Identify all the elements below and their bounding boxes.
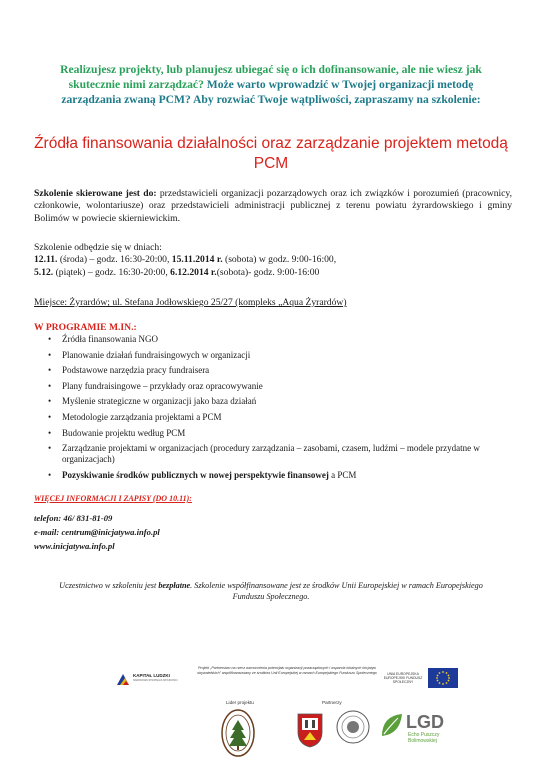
schedule-line-1: [34, 254, 512, 266]
date-3: 5.12.: [34, 266, 54, 278]
partner-coat-of-arms-icon: [296, 710, 324, 748]
footer-logo-band: [96, 666, 476, 694]
note-bold: bezpłatne: [158, 581, 191, 590]
program-item: • Budowanie projektu według PCM: [34, 428, 504, 439]
program-item: • Planowanie działań fundraisingowych w organizacji: [34, 350, 504, 361]
program-heading: W PROGRAMIE M.IN.:: [34, 322, 137, 333]
time-3: (piątek) – godz. 16:30-20:00,: [53, 266, 171, 278]
email-text: e-mail: centrum@inicjatywa.info.pl: [34, 527, 160, 537]
info-heading: WIĘCEJ INFORMACJI I ZAPISY (DO 10.11):: [34, 494, 192, 503]
partner-badge-icon: [336, 710, 370, 744]
page-title: Źródła finansowania działalności oraz zarządzanie projektem metodą PCM: [34, 135, 508, 172]
date-4: 6.12.2014 r.: [170, 266, 217, 278]
contact-block: [34, 511, 160, 553]
program-item: [34, 470, 504, 481]
program-item: • Podstawowe narzędzia pracy fundraisera: [34, 365, 504, 376]
program-list: [34, 334, 504, 485]
eu-text: UNIA EUROPEJSKA EUROPEJSKI FUNDUSZ SPOŁECZNY: [383, 672, 423, 685]
lgd-subtitle: Echo Puszczy Bolimowskiej: [408, 732, 440, 744]
kapital-ludzki-logo: [116, 670, 180, 688]
place-line: Miejsce: Żyrardów; ul. Stefana Jodłowskiego 25/27 (kompleks „Aqua Żyrardów): [34, 297, 347, 308]
kapital-ludzki-title: KAPITAŁ LUDZKI: [133, 673, 170, 678]
program-item-bold: Pozyskiwanie środków publicznych w nowej perspektywie finansowej: [62, 469, 329, 480]
lgd-logo-text: LGD: [406, 712, 444, 732]
program-item: • Źródła finansowania NGO: [34, 334, 504, 345]
project-description: Projekt „Partnerstwo na rzecz wzmocnienia potencjału organizacji pozarządowych i wsparcia lokalnych inicjatyw obywatelskich” współfinansowany ze środków Unii Europejskiej w ramach Europejskiego Funduszu Społecznego: [197, 666, 377, 675]
schedule-intro: Szkolenie odbędzie się w dniach:: [34, 242, 162, 253]
time-1: (środa) – godz. 16:30-20:00,: [57, 254, 172, 266]
schedule-line-2: [34, 267, 512, 279]
intro-question: Realizujesz projekty, lub planujesz ubiegać się o ich dofinansowanie, ale nie wiesz jak skutecznie nimi zarządzać?: [60, 63, 482, 91]
leader-label: Lider projektu: [226, 700, 254, 705]
time-4: (sobota)- godz. 9:00-16:00: [216, 266, 320, 278]
kapital-ludzki-icon: [116, 672, 130, 686]
phone-text: telefon: 46/ 831-81-09: [34, 513, 113, 523]
program-item: • Plany fundraisingowe – przykłady oraz opracowywanie: [34, 381, 504, 392]
note-pre: Uczestnictwo w szkoleniu jest: [59, 581, 159, 590]
intro-text: [40, 62, 502, 107]
program-item-rest: a PCM: [328, 469, 357, 480]
schedule-block: [34, 242, 512, 279]
target-text: przedstawicieli organizacji pozarządowych oraz ich związków i porozumień (pracownicy, członkowie, wolontariusze) oraz przedstawicieli administracji publicznej z terenu powiatu żyrardowskiego i gminy Bolimów w powiecie skierniewickim.: [34, 188, 512, 224]
website-link[interactable]: www.inicjatywa.info.pl: [34, 541, 115, 551]
partners-label: Partnerzy: [322, 700, 342, 705]
date-2: 15.11.2014 r.: [171, 254, 223, 266]
note-post: . Szkolenie współfinansowane jest ze środków Unii Europejskiej w ramach Europejskiego Funduszu Społecznego.: [190, 581, 483, 602]
eu-flag-icon: [428, 668, 458, 688]
leader-seal-logo: [220, 708, 256, 758]
program-item: • Metodologie zarządzania projektami a PCM: [34, 412, 504, 423]
date-1: 12.11.: [34, 254, 58, 266]
program-item: • Zarządzanie projektami w organizacjach (procedury zarządzania – zasobami, czasem, ludźmi – modele przydatne w organizacjach): [34, 443, 504, 465]
lgd-leaf-icon: [380, 712, 404, 738]
intro-invitation: Może warto wprowadzić w Twojej organizacji metodę zarządzania zwaną PCM? Aby rozwiać Twoje wątpliwości, zapraszamy na szkolenie:: [61, 78, 481, 106]
target-lead: Szkolenie skierowane jest do:: [34, 188, 157, 199]
funding-note: [50, 580, 492, 603]
target-audience: [34, 188, 512, 225]
time-2: (sobota) w godz. 9:00-16:00,: [222, 254, 337, 266]
kapital-ludzki-sub: NARODOWA STRATEGIA SPÓJNOŚCI: [133, 679, 178, 682]
program-item: • Myślenie strategiczne w organizacji jako baza działań: [34, 396, 504, 407]
